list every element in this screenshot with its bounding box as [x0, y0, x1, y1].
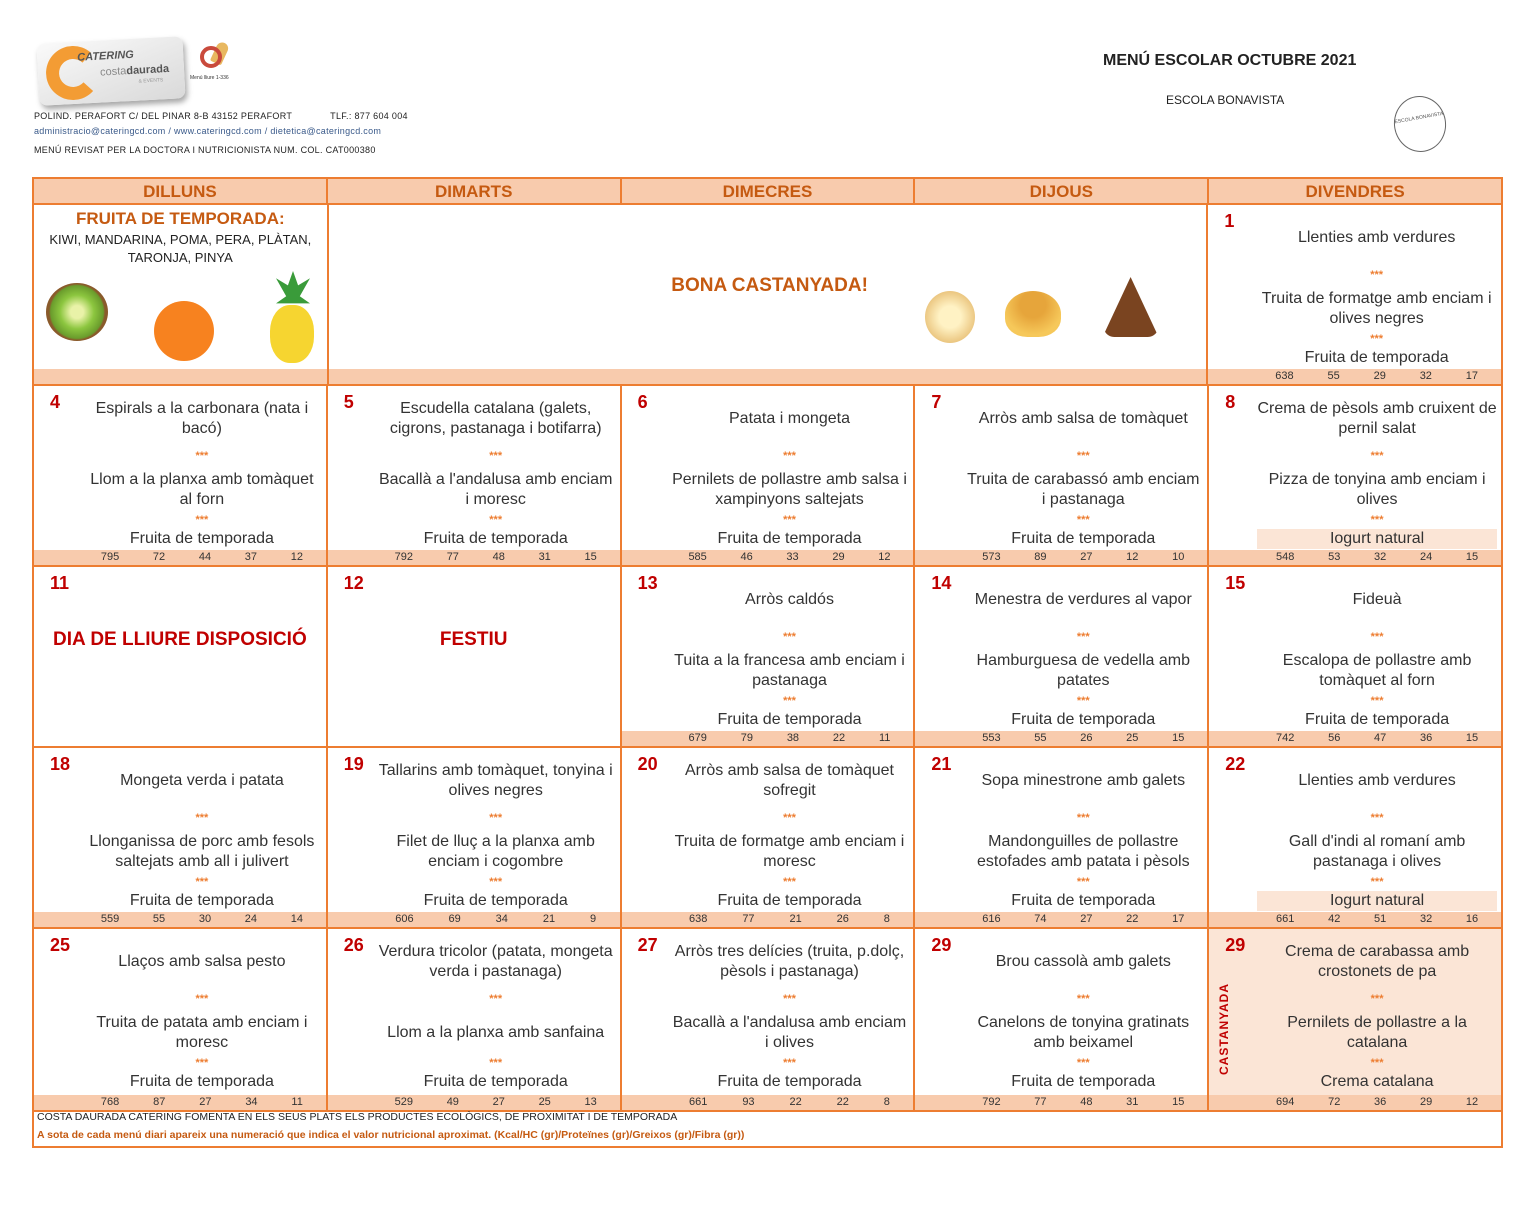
- nutrition-values: [1209, 550, 1501, 565]
- kcal-value: 616: [982, 913, 1001, 925]
- carbs-value: 93: [742, 1096, 755, 1108]
- day-cell: [328, 748, 622, 927]
- fiber-value: 15: [1172, 732, 1185, 744]
- dessert: Fruita de temporada: [717, 530, 862, 547]
- first-course: Patata i mongeta: [729, 410, 850, 427]
- carbs-value: 89: [1034, 551, 1047, 563]
- nutrition-values: [622, 731, 914, 746]
- carbs-value: 72: [152, 551, 166, 563]
- carbs-value: 74: [1034, 913, 1047, 925]
- second-course: Truita de patata amb enciam i moresc: [96, 1014, 308, 1051]
- fiber-value: 8: [883, 1096, 890, 1108]
- dessert: Fruita de temporada: [717, 1073, 862, 1090]
- kcal-value: 638: [689, 913, 708, 925]
- reviewed-note: MENÚ REVISAT PER LA DOCTORA I NUTRICIONISTA NUM. COL. CAT000380: [34, 145, 376, 155]
- proteins-value: 26: [1080, 732, 1093, 744]
- kcal-value: 585: [688, 551, 707, 563]
- separator: ***: [1370, 1057, 1384, 1069]
- kcal-value: 548: [1276, 551, 1295, 563]
- gluten-free-icon: [198, 42, 232, 70]
- pineapple-icon: [270, 305, 314, 363]
- fiber-value: 9: [589, 913, 597, 925]
- nutrition-values: [328, 550, 620, 565]
- dessert: Fruita de temporada: [717, 711, 862, 728]
- fiber-value: 12: [1465, 1096, 1479, 1108]
- proteins-value: 27: [492, 1096, 505, 1108]
- logo-text: CATERING: [76, 48, 135, 64]
- carbs-value: 77: [446, 551, 459, 563]
- proteins-value: 47: [1374, 732, 1387, 744]
- fiber-value: 15: [1465, 732, 1479, 744]
- separator: ***: [1076, 695, 1090, 707]
- weekday-dilluns: DILLUNS: [34, 179, 328, 203]
- separator: ***: [783, 876, 796, 888]
- second-course: Truita de carabassó amb enciam i pastanaga: [967, 471, 1200, 508]
- day-number: 8: [1225, 392, 1236, 412]
- fiber-value: 13: [584, 1096, 597, 1108]
- day-cell: [1209, 748, 1501, 927]
- second-course: Mandonguilles de pollastre estofades amb patata i pèsols: [977, 833, 1190, 870]
- kcal-value: 606: [395, 913, 414, 925]
- carbs-value: 53: [1328, 551, 1341, 563]
- separator: ***: [783, 450, 796, 462]
- separator: ***: [489, 1057, 503, 1069]
- day-cell: [1209, 386, 1501, 565]
- second-course: Canelons de tonyina gratinats amb beixamel: [977, 1014, 1190, 1051]
- first-course: Arròs amb salsa de tomàquet: [978, 410, 1188, 427]
- fiber-value: 12: [878, 551, 891, 563]
- fats-value: 24: [1419, 551, 1433, 563]
- dessert: Fruita de temporada: [1305, 711, 1450, 728]
- fats-value: 32: [1419, 913, 1433, 925]
- separator: ***: [1370, 993, 1384, 1005]
- kcal-value: 661: [1276, 913, 1295, 925]
- day-cell: [915, 929, 1209, 1110]
- separator: ***: [1370, 450, 1384, 462]
- fats-value: 31: [538, 551, 551, 563]
- separator: ***: [1370, 812, 1384, 824]
- fiber-value: 17: [1465, 370, 1479, 382]
- proteins-value: 44: [198, 551, 212, 563]
- first-course: Llenties amb verdures: [1297, 229, 1456, 246]
- proteins-value: 22: [789, 1096, 802, 1108]
- proteins-value: 34: [495, 913, 508, 925]
- separator: ***: [489, 450, 503, 462]
- dessert: Fruita de temporada: [1011, 530, 1156, 547]
- separator: ***: [1370, 514, 1384, 526]
- first-course: Arròs amb salsa de tomàquet sofregit: [684, 762, 894, 799]
- second-course: Llom a la planxa amb sanfaina: [387, 1024, 605, 1041]
- proteins-value: 48: [492, 551, 505, 563]
- separator: ***: [195, 514, 209, 526]
- separator: ***: [195, 993, 209, 1005]
- first-course: Arròs caldós: [745, 591, 834, 608]
- first-course: Llenties amb verdures: [1298, 772, 1456, 789]
- second-course: Pizza de tonyina amb enciam i olives: [1268, 471, 1486, 508]
- nutrition-band: [329, 369, 622, 384]
- day-cell: [622, 567, 916, 746]
- dessert: Iogurt natural: [1257, 529, 1497, 549]
- dessert: Fruita de temporada: [1304, 349, 1449, 366]
- day-cell: [622, 748, 916, 927]
- address: POLIND. PERAFORT C/ DEL PINAR 8-B 43152 PERAFORT TLF.: 877 604 004: [34, 111, 408, 121]
- day-number: 25: [50, 935, 71, 955]
- first-course: Tallarins amb tomàquet, tonyina i olives negres: [378, 762, 613, 799]
- fiber-value: 15: [1465, 551, 1479, 563]
- day-cell: [622, 386, 916, 565]
- nutrition-values: [622, 550, 914, 565]
- proteins-value: 51: [1374, 913, 1387, 925]
- kcal-value: 792: [394, 551, 413, 563]
- proteins-value: 21: [789, 913, 802, 925]
- fats-value: 24: [244, 913, 258, 925]
- first-course: Sopa minestrone amb galets: [981, 772, 1186, 789]
- separator: ***: [195, 1057, 209, 1069]
- school-name: ESCOLA BONAVISTA: [1166, 93, 1285, 107]
- day-number: 29: [1225, 935, 1246, 955]
- proteins-value: 36: [1374, 1096, 1387, 1108]
- fiber-value: 12: [290, 551, 303, 563]
- weekday-dimarts: DIMARTS: [328, 179, 622, 203]
- fruit-list: KIWI, MANDARINA, POMA, PERA, PLÀTAN, TARONJA, PINYA: [49, 232, 312, 265]
- day-number: 12: [343, 573, 364, 593]
- day-number: 7: [931, 392, 942, 412]
- fats-value: 26: [836, 913, 849, 925]
- day-cell: [621, 205, 914, 384]
- fats-value: 22: [832, 732, 846, 744]
- carbs-value: 55: [152, 913, 166, 925]
- second-course: Llom a la planxa amb tomàquet al forn: [90, 471, 314, 508]
- fats-value: 37: [244, 551, 258, 563]
- carbs-value: 55: [1327, 370, 1340, 382]
- dessert: Fruita de temporada: [1011, 711, 1156, 728]
- day-number: 1: [1224, 211, 1235, 231]
- separator: ***: [195, 876, 209, 888]
- nutrition-values: [622, 912, 914, 927]
- dessert: Fruita de temporada: [1011, 1073, 1156, 1090]
- fruit-title: FRUITA DE TEMPORADA:: [75, 209, 285, 228]
- weekday-header: [34, 179, 1501, 205]
- separator: ***: [783, 514, 796, 526]
- first-course: Escudella catalana (galets, cigrons, pastanaga i botifarra): [389, 400, 602, 437]
- carbs-value: 79: [740, 732, 753, 744]
- separator: ***: [1370, 876, 1384, 888]
- kcal-value: 661: [689, 1096, 708, 1108]
- fats-value: 25: [1126, 732, 1139, 744]
- nutrition-values: [915, 912, 1207, 927]
- day-number: 26: [343, 935, 364, 955]
- fats-value: 29: [832, 551, 845, 563]
- separator: ***: [195, 450, 209, 462]
- logo-brand: costadaurada: [99, 62, 170, 79]
- day-number: 19: [343, 754, 364, 774]
- fats-value: 25: [538, 1096, 551, 1108]
- kcal-value: 529: [394, 1096, 413, 1108]
- day-number: 27: [637, 935, 658, 955]
- day-cell: [914, 205, 1209, 384]
- separator: ***: [489, 514, 503, 526]
- kiwi-icon: [46, 283, 108, 341]
- carbs-value: 49: [446, 1096, 459, 1108]
- menu-calendar: [32, 177, 1503, 1112]
- day-number: 5: [343, 392, 354, 412]
- first-course: Mongeta verda i patata: [120, 772, 284, 789]
- first-course: Llaços amb salsa pesto: [118, 953, 286, 970]
- pineapple-leaves-icon: [276, 271, 310, 307]
- day-number: 18: [50, 754, 71, 774]
- separator: ***: [783, 993, 796, 1005]
- fiber-value: 14: [290, 913, 303, 925]
- dessert: Fruita de temporada: [129, 1073, 274, 1090]
- phone: TLF.: 877 604 004: [330, 111, 408, 121]
- day-cell: [34, 929, 328, 1110]
- first-course: Crema de pèsols amb cruixent de pernil salat: [1257, 400, 1497, 437]
- proteins-value: 38: [786, 732, 800, 744]
- footer-note: COSTA DAURADA CATERING FOMENTA EN ELS SEUS PLATS ELS PRODUCTES ECOLÒGICS, DE PROXIMITAT I DE TEMPORADA: [37, 1111, 678, 1123]
- nutrition-legend: A sota de cada menú diari apareix una numeració que indica el valor nutricional aproximat. (Kcal/HC (gr)/Proteïnes (gr)/Greixos (gr)/Fibra (gr)): [37, 1129, 745, 1141]
- day-cell: [328, 567, 622, 746]
- separator: ***: [783, 695, 796, 707]
- day-number: 6: [637, 392, 648, 412]
- carbs-value: 69: [448, 913, 461, 925]
- first-course: Menestra de verdures al vapor: [974, 591, 1192, 608]
- carbs-value: 77: [742, 913, 755, 925]
- castanyada-label: CASTANYADA: [1217, 983, 1232, 1076]
- separator: ***: [1076, 450, 1090, 462]
- week-row: [34, 748, 1501, 929]
- page-title: MENÚ ESCOLAR OCTUBRE 2021: [1103, 52, 1357, 69]
- day-number: 20: [637, 754, 658, 774]
- kcal-value: 679: [688, 732, 707, 744]
- footer: [32, 1107, 1503, 1148]
- nutrition-values: [915, 731, 1207, 746]
- kcal-value: 768: [100, 1096, 120, 1108]
- fiber-value: 8: [883, 913, 890, 925]
- day-cell: [328, 929, 622, 1110]
- day-cell: [1209, 929, 1501, 1110]
- separator: ***: [1370, 269, 1384, 281]
- gluten-free-label: Menú lliure 1-336: [190, 75, 229, 81]
- kcal-value: 573: [982, 551, 1001, 563]
- separator: ***: [1076, 876, 1090, 888]
- day-cell: [34, 386, 328, 565]
- fats-value: 32: [1419, 370, 1432, 382]
- day-cell: [915, 748, 1209, 927]
- proteins-value: 32: [1374, 551, 1387, 563]
- fiber-value: 11: [291, 1096, 303, 1108]
- weekday-dijous: DIJOUS: [915, 179, 1209, 203]
- first-course: Brou cassolà amb galets: [995, 953, 1171, 970]
- castanyada-greeting: BONA CASTANYADA!: [671, 275, 868, 296]
- kcal-value: 792: [982, 1096, 1001, 1108]
- fats-value: 34: [245, 1096, 258, 1108]
- separator: ***: [489, 876, 503, 888]
- logo-events: & EVENTS: [138, 77, 164, 85]
- proteins-value: 48: [1080, 1096, 1093, 1108]
- carbs-value: 77: [1034, 1096, 1047, 1108]
- orange-icon: [154, 301, 214, 361]
- nutrition-values: [1209, 731, 1501, 746]
- day-cell: [329, 205, 868, 384]
- dessert: Fruita de temporada: [129, 892, 274, 909]
- day-cell: [34, 748, 328, 927]
- fats-value: 36: [1419, 732, 1433, 744]
- separator: ***: [489, 993, 503, 1005]
- fats-value: 22: [836, 1096, 849, 1108]
- dessert: Fruita de temporada: [1011, 892, 1156, 909]
- dessert: Fruita de temporada: [129, 530, 274, 547]
- proteins-value: 27: [1080, 913, 1093, 925]
- fiber-value: 17: [1172, 913, 1185, 925]
- day-cell: [328, 386, 622, 565]
- second-course: Llonganissa de porc amb fesols saltejats amb all i julivert: [89, 833, 315, 870]
- nutrition-band: [621, 369, 914, 384]
- fiber-value: 10: [1172, 551, 1185, 563]
- first-course: Espirals a la carbonara (nata i bacó): [95, 400, 309, 437]
- day-number: 15: [1225, 573, 1246, 593]
- day-cell: [622, 929, 916, 1110]
- first-course: Fideuà: [1352, 591, 1402, 608]
- week-row: [34, 929, 1501, 1110]
- second-course: Hamburguesa de vedella amb patates: [976, 652, 1191, 689]
- proteins-value: 30: [198, 913, 212, 925]
- first-course: Crema de carabassa amb crostonets de pa: [1285, 943, 1470, 980]
- day-number: 14: [931, 573, 952, 593]
- separator: ***: [783, 631, 796, 643]
- kcal-value: 553: [982, 732, 1001, 744]
- nutrition-values: [34, 550, 326, 565]
- proteins-value: 27: [199, 1096, 212, 1108]
- second-course: Filet de lluç a la planxa amb enciam i cogombre: [396, 833, 595, 870]
- nutrition-values: [328, 912, 620, 927]
- weekday-divendres: DIVENDRES: [1305, 182, 1405, 201]
- fiber-value: 11: [879, 732, 891, 744]
- second-course: Truita de formatge amb enciam i moresc: [674, 833, 905, 870]
- weekday-dimecres: DIMECRES: [622, 179, 916, 203]
- separator: ***: [783, 812, 796, 824]
- dessert: Crema catalana: [1320, 1073, 1434, 1090]
- day-number: 13: [637, 573, 658, 593]
- separator: ***: [1370, 695, 1384, 707]
- first-course: Verdura tricolor (patata, mongeta verda i pastanaga): [378, 943, 613, 980]
- second-course: Bacallà a l'andalusa amb enciam i olives: [672, 1014, 907, 1051]
- fats-value: 12: [1126, 551, 1139, 563]
- carbs-value: 72: [1328, 1096, 1341, 1108]
- day-cell: [34, 205, 329, 384]
- second-course: Pernilets de pollastre amb salsa i xampinyons saltejats: [672, 471, 907, 508]
- week-row: [34, 386, 1501, 567]
- day-cell: [915, 567, 1209, 746]
- second-course: Truita de formatge amb enciam i olives negres: [1261, 290, 1492, 327]
- dessert: Fruita de temporada: [717, 892, 862, 909]
- first-course: Arròs tres delícies (truita, p.dolç, pèsols i pastanaga): [674, 943, 905, 980]
- kcal-value: 694: [1276, 1096, 1295, 1108]
- dessert: Fruita de temporada: [423, 530, 568, 547]
- nutrition-values: [34, 912, 326, 927]
- fats-value: 31: [1126, 1096, 1139, 1108]
- nutrition-values: [915, 550, 1207, 565]
- separator: ***: [1076, 514, 1090, 526]
- day-number: 29: [931, 935, 952, 955]
- day-cell: [1208, 205, 1501, 384]
- proteins-value: 33: [786, 551, 799, 563]
- separator: ***: [1076, 993, 1090, 1005]
- dessert: Fruita de temporada: [423, 1073, 568, 1090]
- carbs-value: 55: [1034, 732, 1047, 744]
- fiber-value: 15: [584, 551, 597, 563]
- separator: ***: [783, 1057, 796, 1069]
- contact-emails[interactable]: administracio@cateringcd.com / www.cateringcd.com / dietetica@cateringcd.com: [34, 126, 382, 136]
- catering-logo: [36, 36, 185, 106]
- second-course: Escalopa de pollastre amb tomàquet al forn: [1282, 652, 1472, 689]
- dessert: Fruita de temporada: [423, 892, 568, 909]
- kcal-value: 559: [100, 913, 120, 925]
- second-course: Gall d'indi al romaní amb pastanaga i olives: [1288, 833, 1466, 870]
- second-course: Bacallà a l'andalusa amb enciam i moresc: [378, 471, 613, 508]
- school-stamp: ESCOLA BONAVISTA: [1390, 92, 1451, 156]
- separator: ***: [1370, 631, 1384, 643]
- carbs-value: 42: [1328, 913, 1341, 925]
- kcal-value: 742: [1276, 732, 1295, 744]
- separator: ***: [489, 812, 503, 824]
- week-row: [34, 205, 1501, 386]
- kcal-value: 795: [100, 551, 120, 563]
- dessert: Iogurt natural: [1257, 891, 1497, 911]
- carbs-value: 56: [1328, 732, 1341, 744]
- day-festiu-label: FESTIU: [439, 629, 508, 650]
- carbs-value: 46: [740, 551, 753, 563]
- proteins-value: 27: [1080, 551, 1093, 563]
- fats-value: 21: [542, 913, 556, 925]
- day-number: 4: [50, 392, 61, 412]
- week-row: [34, 567, 1501, 748]
- carbs-value: 87: [153, 1096, 166, 1108]
- day-number: 21: [931, 754, 952, 774]
- fiber-value: 15: [1172, 1096, 1185, 1108]
- day-cell: [1209, 567, 1501, 746]
- day-lliure-label: DIA DE LLIURE DISPOSICIÓ: [53, 629, 307, 650]
- proteins-value: 29: [1373, 370, 1386, 382]
- fiber-value: 16: [1465, 913, 1479, 925]
- nutrition-values: [1208, 369, 1501, 384]
- second-course: Tuita a la francesa amb enciam i pastanaga: [674, 652, 905, 689]
- nutrition-band: [914, 369, 1207, 384]
- nutrition-values: [1209, 912, 1501, 927]
- day-number: 22: [1225, 754, 1246, 774]
- day-cell: [915, 386, 1209, 565]
- nutrition-band: [34, 369, 327, 384]
- day-number: 11: [50, 573, 70, 593]
- kcal-value: 638: [1275, 370, 1294, 382]
- second-course: Pernilets de pollastre a la catalana: [1287, 1014, 1467, 1051]
- separator: ***: [1076, 812, 1090, 824]
- day-cell: [34, 567, 328, 746]
- separator: ***: [1076, 1057, 1090, 1069]
- separator: ***: [195, 812, 209, 824]
- fats-value: 29: [1419, 1096, 1433, 1108]
- separator: ***: [1076, 631, 1090, 643]
- fats-value: 22: [1126, 913, 1139, 925]
- separator: ***: [1370, 333, 1384, 345]
